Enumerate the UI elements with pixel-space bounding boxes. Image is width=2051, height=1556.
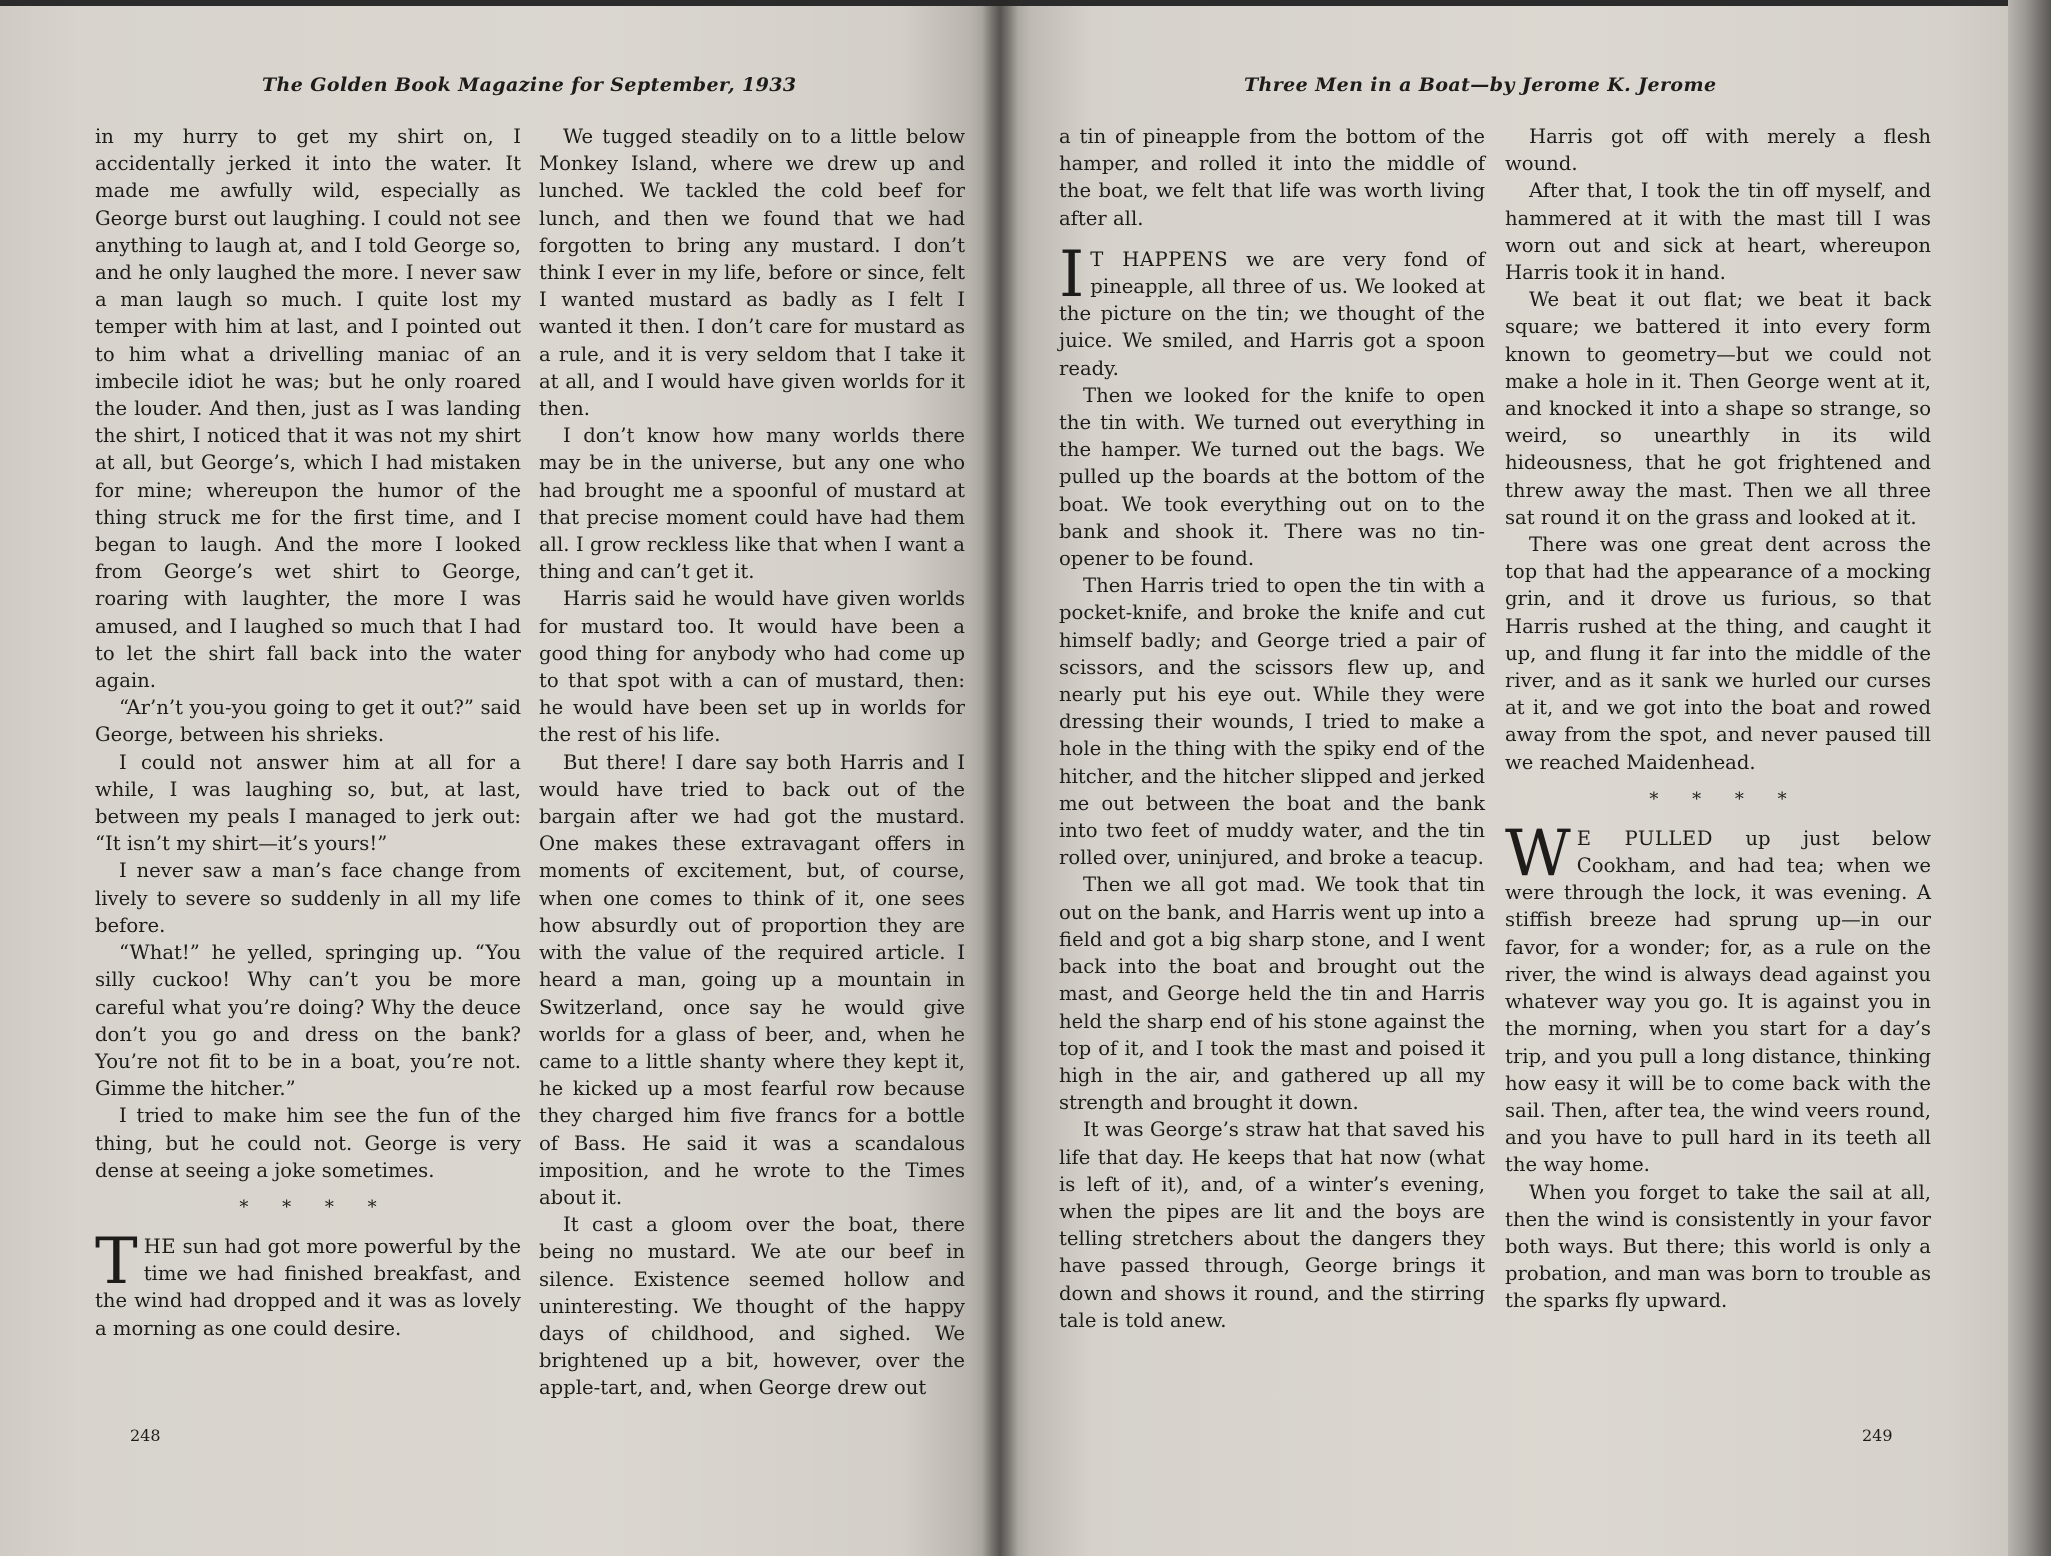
paragraph: a tin of pineapple from the bottom of the hamper, and rolled it into the middle of the boat, we felt that life was worth living after all. [1059,125,1485,230]
paragraph: It cast a gloom over the boat, there being no mustard. We ate our beef in silence. Existence seemed hollow and uninteresting. We thought of the happy days of childhood, and sighed. We brightened up a bit, however, over the apple-tart, and, when George drew out [539,1213,965,1400]
paragraph: It was George’s straw hat that saved his life that day. He keeps that hat now (what is left of it), and, of a winter’s evening, when the pipes are lit and the boys are telling stretchers about the dangers they have passed through, George brings it down and shows it round, and the stirring tale is told anew. [1059,1118,1485,1332]
left-page [0,6,1000,1556]
paragraph: After that, I took the tin off myself, and hammered at it with the mast till I was worn out and sick at heart, whereupon Harris took it in hand. [1505,179,1931,285]
paragraph: I never saw a man’s face change from lively to severe so suddenly in all my life before. [95,859,521,937]
paragraph: When you forget to take the sail at all, then the wind is consistently in your favor both ways. But there; this world is only a probation, and man was born to trouble as the sparks fly upward. [1505,1180,1931,1313]
paragraph: Then we looked for the knife to open the tin with. We turned out everything in the hamper. We turned out the bags. We pulled up the boards at the bottom of the boat. We took everything out on to the bank and shook it. There was no tin-opener to be found. [1059,383,1485,571]
small-caps-lead: T HAPPENS [1090,247,1229,271]
paragraph: Harris said he would have given worlds for mustard too. It would have been a good thing for anybody who had come up to that spot with a can of mustard, then: he would have been set up in worlds for the rest of his life. [539,587,965,747]
paragraph: “What!” he yelled, springing up. “You silly cuckoo! Why can’t you be more careful what you’re doing? Why the deuce don’t you go and dress on the bank? You’re not fit to be in a boat, you’re not. Gimme the hitcher.” [95,941,521,1101]
small-caps-lead: E PULLED [1576,826,1713,850]
paragraph: “Ar’n’t you-you going to get it out?” said George, between his shrieks. [95,696,521,747]
paragraph [95,1224,522,1342]
section-break: * * * * [1649,788,1801,810]
paragraph: But there! I dare say both Harris and I would have tried to back out of the bargain after we had got the mustard. One makes these extravagant offers in moments of excitement, but, of course, when one comes to think of it, one sees how absurdly out of proportion they are with the value of the required article. I heard a man, going up a mountain in Switzerland, once say he would give worlds for a glass of beer, and, when he came to a little shanty where they kept it, he kicked up a most fearful row because they charged him five francs for a bottle of Bass. He said it was a scandalous imposition, and he wrote to the Times about it. [539,750,965,1209]
paragraph-text: sun had got more powerful by the time we had finished breakfast, and the wind had dropped and it was as lovely a morning as one could desire. [95,1234,522,1340]
paragraph: Harris got off with merely a flesh wound. [1505,125,1931,176]
page-edge [2008,0,2051,1556]
paragraph [1059,237,1485,382]
paragraph: I don’t know how many worlds there may be in the universe, but any one who had brought me a spoonful of mustard at that precise moment could have had them all. I grow reckless like that when I want a thing and can’t get it. [539,424,965,584]
section-break: * * * * [239,1196,391,1218]
small-caps-lead: HE [143,1234,177,1258]
text-column [1505,123,1931,1315]
page-number: 249 [1862,1426,1893,1445]
drop-cap: W [1505,816,1571,891]
paragraph-text: up just below Cookham, and had tea; when we were through the lock, it was evening. A stiffish breeze had sprung up—in our favor, for a wonder; for, as a rule on the river, the wind is always dead against you whatever way you go. It is against you in the morning, when you start for a day’s trip, and you pull a long distance, thinking how easy it will be to come back with the sail. Then, after tea, the wind veers round, and you have to pull hard in its teeth all the way home. [1505,826,1932,1177]
page-number: 248 [130,1426,161,1445]
drop-cap: I [1059,237,1085,312]
text-column [539,123,965,1402]
running-head: Three Men in a Boat—by Jerome K. Jerome [1244,74,1717,96]
paragraph: in my hurry to get my shirt on, I accidentally jerked it into the water. It made me awfully wild, especially as George burst out laughing. I could not see anything to laugh at, and I told George so, and he only laughed the more. I never saw a man laugh so much. I quite lost my temper with him at last, and I pointed out to him what a drivelling maniac of an imbecile idiot he was; but he only roared the louder. And then, just as I was landing the shirt, I noticed that it was not my shirt at all, but George’s, which I had mistaken for mine; whereupon the humor of the thing struck me for the first time, and I began to laugh. And the more I looked from George’s wet shirt to George, roaring with laughter, the more I was amused, and I laughed so much that I had to let the shirt fall back into the water again. [95,125,521,693]
paragraph: There was one great dent across the top that had the appearance of a mocking grin, and it drove us furious, so that Harris rushed at the thing, and caught it up, and flung it far into the middle of the river, and as it sank we hurled our curses at it, and we got into the boat and rowed away from the spot, and never paused till we reached Maidenhead. [1505,533,1931,774]
text-column [95,123,521,1342]
paragraph: I could not answer him at all for a while, I was laughing so, but, at last, between my peals I managed to jerk out: “It isn’t my shirt—it’s yours!” [95,750,521,856]
right-page [1000,6,2026,1556]
paragraph: Then Harris tried to open the tin with a pocket-knife, and broke the knife and cut himself badly; and George tried a pair of scissors, and the scissors flew up, and nearly put his eye out. While they were dressing their wounds, I tried to make a hole in the thing with the spiky end of the hitcher, and the hitcher slipped and jerked me out between the boat and the bank into two feet of muddy water, and the tin rolled over, uninjured, and broke a teacup. [1059,574,1485,870]
book-gutter [982,0,1018,1556]
drop-cap: T [95,1224,138,1299]
text-column [1059,123,1485,1334]
paragraph: Then we all got mad. We took that tin out on the bank, and Harris went up into a field and got a big sharp stone, and I went back into the boat and brought out the mast, and George held the tin and Harris held the sharp end of his stone against the top of it, and I took the mast and poised it high in the air, and gathered up all my strength and brought it down. [1059,873,1485,1115]
paragraph: We beat it out flat; we beat it back square; we battered it into every form known to geometry—but we could not make a hole in it. Then George went at it, and knocked it into a shape so strange, so weird, so unearthly in its wild hideousness, that he got frightened and threw away the mast. Then we all three sat round it on the grass and looked at it. [1505,288,1931,529]
paragraph-text: we are very fond of pineapple, all three of us. We looked at the picture on the tin; we thought of the juice. We smiled, and Harris got a spoon ready. [1059,247,1485,380]
paragraph: I tried to make him see the fun of the thing, but he could not. George is very dense at seeing a joke sometimes. [95,1104,521,1182]
paragraph: We tugged steadily on to a little below Monkey Island, where we drew up and lunched. We tackled the cold beef for lunch, and then we found that we had forgotten to bring any mustard. I don’t think I ever in my life, before or since, felt I wanted mustard as badly as I felt I wanted it then. I don’t care for mustard as a rule, and it is very seldom that I take it at all, and I would have given worlds for it then. [539,125,965,421]
paragraph [1505,816,1932,1179]
running-head: The Golden Book Magazine for September, 1933 [262,74,797,96]
